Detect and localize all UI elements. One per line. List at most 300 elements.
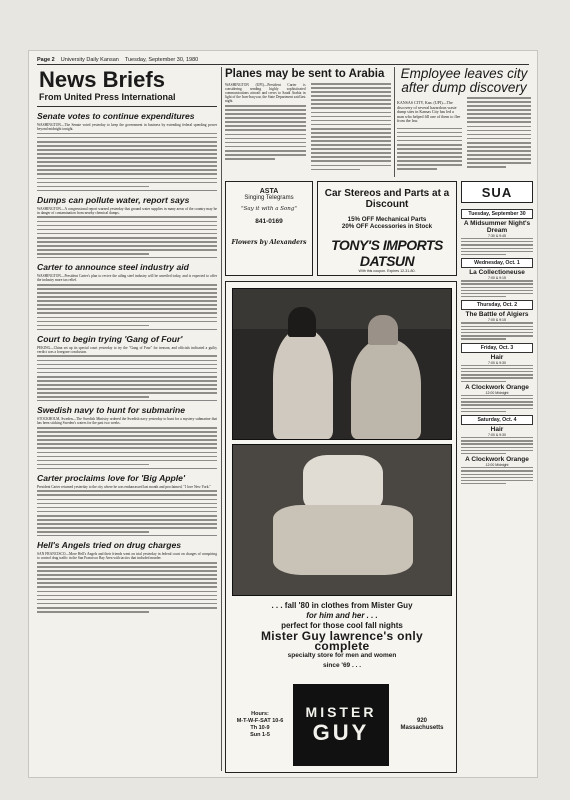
text-line (37, 599, 217, 601)
news-brief-headline: Carter to announce steel industry aid (37, 262, 189, 273)
text-line (37, 388, 217, 390)
text-line (37, 216, 217, 218)
film-title: A Midsummer Night's Dream (463, 220, 531, 234)
text-line (37, 360, 217, 362)
news-brief-lead: WASHINGTON—The Senate voted yesterday to keep the government in business by extending federal spending power beyond midnight tonight. (37, 123, 217, 132)
text-line (225, 134, 306, 136)
text-line (37, 562, 217, 564)
text-line (311, 136, 392, 138)
text-line (461, 241, 533, 242)
text-line (311, 165, 392, 167)
text-line (37, 325, 149, 327)
text-line (225, 121, 306, 123)
text-line (37, 460, 217, 462)
text-line (461, 322, 533, 323)
text-line (461, 251, 533, 252)
logo-bottom: GUY (312, 720, 370, 745)
store-hours (232, 711, 288, 739)
text-line (37, 225, 217, 227)
news-brief-text-lines (37, 427, 217, 465)
text-line (37, 384, 217, 386)
text-line (311, 120, 392, 122)
asta-service: Singing Telegrams (244, 195, 294, 201)
text-line (37, 308, 217, 310)
text-line (467, 154, 532, 156)
text-line (225, 146, 306, 148)
tonys-imports-ad (317, 181, 457, 276)
text-line (461, 447, 533, 448)
text-line (461, 398, 533, 399)
text-line (397, 160, 462, 162)
text-line (311, 169, 361, 171)
text-line (461, 296, 506, 297)
text-line (461, 332, 533, 333)
text-line (37, 157, 217, 159)
text-line (37, 499, 217, 501)
news-brief-headline: Swedish navy to hunt for submarine (37, 405, 186, 416)
text-line (37, 443, 217, 445)
arabia-headline: Planes may be sent to Arabia (225, 68, 385, 80)
text-line (461, 408, 533, 409)
text-line (37, 452, 217, 454)
text-line (225, 129, 306, 131)
text-line (37, 578, 217, 580)
film-title: La Collectioneuse (469, 269, 525, 277)
text-line (37, 519, 217, 521)
film-time: 7:00 & 9:15 (488, 318, 506, 323)
text-line (461, 377, 533, 378)
text-line (461, 477, 533, 478)
hours-sunday: Sun 1-5 (250, 732, 270, 738)
employee-headline: Employee leaves city after dump discovery (400, 67, 528, 95)
text-line (37, 503, 217, 505)
news-brief-story (37, 535, 217, 612)
text-line (461, 470, 533, 471)
text-line (225, 142, 306, 144)
photo-figure-woman (273, 329, 333, 439)
text-line (461, 371, 533, 372)
mister-guy-footer (232, 682, 450, 768)
text-line (37, 133, 217, 135)
text-line (311, 116, 392, 118)
mister-guy-line-4: Mister Guy lawrence's only complete (260, 629, 424, 653)
asta-telegram-ad (225, 181, 313, 276)
text-line (37, 229, 217, 231)
text-line (225, 105, 306, 107)
news-brief-lead: President Carter returned yesterday to the city where he was embarrassed last month and proclaimed, "I love New York." (37, 484, 211, 489)
address-street: Massachusetts (400, 725, 444, 731)
news-brief-headline: Carter proclaims love for 'Big Apple' (37, 472, 185, 483)
text-line (37, 241, 217, 243)
film-title: A Clockwork Orange (465, 456, 529, 464)
text-line (467, 105, 532, 107)
text-line (37, 368, 217, 370)
issue-date: Tuesday, September 30, 1980 (124, 56, 199, 63)
text-line (461, 401, 533, 402)
text-line (37, 611, 149, 613)
news-brief-story (37, 400, 217, 465)
text-line (311, 132, 392, 134)
text-line (37, 464, 149, 466)
text-line (397, 144, 462, 146)
text-line (461, 365, 533, 366)
news-brief-text-lines (37, 133, 217, 188)
employee-lead: KANSAS CITY, Kan. (UPI)—The discovery of several hazardous waste dump sites in Kansas City has led a man who helped fill one of them to flee from the law. (397, 100, 461, 123)
text-line (461, 335, 533, 336)
store-address (394, 718, 450, 732)
text-line (37, 531, 149, 533)
text-line (37, 161, 217, 163)
news-brief-headline: Hell's Angels tried on drug charges (37, 540, 182, 551)
news-brief-story (37, 257, 217, 326)
photo-figure-hair (288, 307, 316, 337)
text-line (461, 467, 533, 468)
text-line (37, 380, 217, 382)
text-line (467, 126, 532, 128)
hours-weekdays: M-T-W-F-SAT 10-6 (236, 718, 284, 724)
news-brief-lead: SAN FRANCISCO—More Hell's Angels and their friends went on trial yesterday in federal court on charges of conspiring to control drug traffic in the San Francisco Bay Area with tactics that included murder. (37, 552, 217, 561)
arabia-lead: WASHINGTON (UPI)—President Carter is considering sending highly sophisticated communications aircraft and crews to Saudi Arabia in light of the Iran-Iraq war, the State Department said last night. (225, 83, 306, 104)
text-line (225, 125, 306, 127)
text-line (467, 158, 532, 160)
column-rule (221, 67, 222, 771)
mister-guy-line-5: specialty store for men and women (287, 652, 397, 659)
text-line (37, 435, 217, 437)
text-line (461, 480, 533, 481)
text-line (311, 87, 392, 89)
text-line (37, 566, 217, 568)
text-line (311, 152, 392, 154)
paper-name: University Daily Kansan (60, 56, 119, 63)
text-line (311, 83, 392, 85)
text-line (461, 254, 506, 255)
news-brief-story (37, 329, 217, 398)
text-line (37, 292, 217, 294)
text-line (37, 574, 217, 576)
text-line (37, 165, 217, 167)
folio-line (37, 55, 529, 65)
text-line (37, 141, 217, 143)
text-line (311, 99, 392, 101)
film-title: Hair (490, 353, 504, 361)
news-brief-text-lines (37, 216, 217, 254)
film-time: 7:00 & 9:30 (488, 360, 506, 365)
text-line (311, 95, 392, 97)
news-brief-headline: Dumps can pollute water, report says (37, 194, 190, 205)
text-line (311, 156, 392, 158)
mister-guy-line-6: since '69 . . . (322, 662, 362, 669)
text-line (225, 150, 306, 152)
newspaper-page (28, 50, 538, 778)
text-line (37, 591, 217, 593)
text-line (467, 142, 532, 144)
text-line (37, 511, 217, 513)
photo-figure-person (273, 505, 413, 575)
text-line (37, 284, 217, 286)
film-time: 12:00 Midnight (485, 463, 509, 468)
text-line (397, 168, 437, 170)
text-line (37, 145, 217, 147)
text-line (467, 162, 532, 164)
text-line (467, 150, 532, 152)
tonys-offer-2: 20% OFF Accessories in Stock (341, 223, 433, 230)
asta-footer: Flowers by Alexanders (231, 239, 307, 246)
news-brief-lead: STOCKHOLM, Sweden—The Swedish Ministry ordered the Swedish navy yesterday to hunt for a mystery submarine that has been sticking Sweden's waters for the past two weeks. (37, 417, 217, 426)
text-line (311, 140, 392, 142)
text-line (467, 121, 532, 123)
arabia-text-lines (225, 105, 306, 160)
mister-guy-logo (293, 684, 389, 766)
text-line (461, 287, 533, 288)
text-line (37, 249, 217, 251)
film-description-lines (461, 238, 533, 255)
text-line (37, 376, 217, 378)
text-line (461, 374, 533, 375)
text-line (311, 148, 392, 150)
mister-guy-line-1: . . . fall '80 in clothes from Mister Guy (271, 601, 413, 610)
text-line (37, 607, 217, 609)
film-description-lines (461, 467, 533, 484)
employee-text-lines (467, 97, 532, 168)
text-line (37, 439, 217, 441)
text-line (37, 355, 217, 357)
text-line (37, 169, 217, 171)
text-line (467, 97, 532, 99)
text-line (461, 450, 533, 451)
photo-figure-head (368, 315, 398, 345)
photo-figure-man (351, 339, 421, 439)
text-line (37, 149, 217, 151)
film-title: The Battle of Algiers (465, 311, 529, 319)
text-line (37, 372, 217, 374)
news-brief-headline: Court to begin trying 'Gang of Four' (37, 333, 183, 344)
news-brief-headline: Senate votes to continue expenditures (37, 111, 195, 121)
text-line (37, 392, 217, 394)
text-line (397, 152, 462, 154)
news-brief-story (37, 468, 217, 533)
text-line (467, 101, 532, 103)
news-brief-text-lines (37, 284, 217, 326)
text-line (37, 321, 217, 323)
text-line (467, 138, 532, 140)
text-line (37, 312, 217, 314)
text-line (37, 296, 217, 298)
text-line (461, 443, 533, 444)
fashion-photo-couple (232, 288, 452, 440)
text-line (311, 124, 392, 126)
text-line (467, 117, 532, 119)
text-line (397, 136, 462, 138)
text-line (311, 91, 392, 93)
text-line (467, 134, 532, 136)
asta-slogan: "Say it with a Song" (241, 206, 297, 212)
text-line (37, 221, 217, 223)
text-line (37, 490, 217, 492)
text-line (37, 582, 217, 584)
text-line (461, 437, 533, 438)
news-brief-lead: PEKING—China set up its special court yesterday to try the "Gang of Four" for treason, and officials indicated a guilty verdict was a foregone conclusion. (37, 345, 217, 354)
text-line (37, 523, 217, 525)
text-line (225, 138, 306, 140)
text-line (461, 483, 506, 484)
text-line (461, 248, 533, 249)
news-briefs-stories (37, 106, 217, 613)
text-line (467, 130, 532, 132)
film-day: Tuesday, September 30 (461, 209, 533, 219)
text-line (37, 237, 217, 239)
text-line (461, 244, 533, 245)
text-line (461, 329, 533, 330)
text-line (225, 109, 306, 111)
text-line (461, 238, 533, 239)
text-line (225, 158, 275, 160)
text-line (37, 173, 217, 175)
text-line (37, 456, 217, 458)
text-line (225, 113, 306, 115)
arabia-story (225, 67, 391, 178)
text-line (467, 166, 507, 168)
tonys-headline: Car Stereos and Parts at a Discount (324, 188, 450, 210)
text-line (461, 474, 533, 475)
hours-label: Hours: (251, 711, 269, 717)
text-line (37, 233, 217, 235)
news-briefs-subtitle: From United Press International (39, 92, 176, 102)
film-description-lines (461, 322, 533, 339)
text-line (461, 368, 533, 369)
text-line (461, 326, 533, 327)
text-line (311, 128, 392, 130)
text-line (461, 293, 533, 294)
news-brief-text-lines (37, 355, 217, 397)
news-brief-story (37, 190, 217, 255)
text-line (461, 395, 533, 396)
text-line (467, 146, 532, 148)
film-time: 7:30 & 9:45 (488, 234, 506, 238)
film-day: Wednesday, Oct. 1 (461, 258, 533, 268)
news-briefs-title: News Briefs (39, 67, 165, 92)
text-line (37, 288, 217, 290)
asta-name: ASTA (259, 188, 279, 195)
text-line (37, 396, 149, 398)
arabia-text-lines (311, 83, 392, 170)
text-line (37, 137, 217, 139)
film-description-lines (461, 365, 533, 382)
mister-guy-line-2: for him and her . . . (306, 611, 378, 620)
news-brief-text-lines (37, 490, 217, 532)
employee-text-lines (397, 128, 462, 170)
photo-backdrop (233, 289, 451, 329)
text-line (37, 431, 217, 433)
film-title: A Clockwork Orange (465, 383, 529, 391)
text-line (461, 404, 533, 405)
text-line (397, 140, 462, 142)
text-line (37, 304, 217, 306)
text-line (461, 440, 533, 441)
text-line (461, 290, 533, 291)
text-line (37, 182, 217, 184)
film-day: Saturday, Oct. 4 (461, 415, 533, 425)
text-line (461, 453, 506, 454)
sua-film-schedule (461, 206, 533, 771)
mister-guy-copy (236, 601, 448, 671)
page-number: Page 2 (37, 56, 55, 63)
text-line (397, 148, 462, 150)
text-line (37, 507, 217, 509)
text-line (37, 245, 217, 247)
film-title: Hair (490, 426, 504, 434)
text-line (397, 156, 462, 158)
mister-guy-line-3: perfect for those cool fall nights (281, 621, 403, 630)
text-line (311, 107, 392, 109)
text-line (37, 427, 217, 429)
film-day: Thursday, Oct. 2 (461, 300, 533, 310)
text-line (467, 109, 532, 111)
sua-films-logo: SUA (481, 185, 513, 200)
text-line (461, 280, 533, 281)
text-line (37, 595, 217, 597)
text-line (311, 103, 392, 105)
fashion-photo-dog (232, 444, 452, 596)
film-day: Friday, Oct. 3 (461, 343, 533, 353)
text-line (37, 603, 217, 605)
text-line (311, 160, 392, 162)
text-line (37, 570, 217, 572)
tonys-brand: TONY'S IMPORTS DATSUN (331, 237, 443, 269)
text-line (37, 186, 149, 188)
tonys-offer-1: 15% OFF Mechanical Parts (347, 216, 427, 223)
text-line (397, 128, 462, 130)
text-line (461, 381, 506, 382)
logo-top: MISTER (305, 704, 377, 720)
news-briefs-column (37, 67, 217, 771)
text-line (37, 300, 217, 302)
text-line (37, 515, 217, 517)
news-brief-text-lines (37, 562, 217, 613)
sua-films-logo-box (461, 181, 533, 203)
hours-thursday: Th 10-9 (250, 725, 270, 731)
text-line (467, 113, 532, 115)
text-line (37, 586, 217, 588)
text-line (225, 117, 306, 119)
text-line (37, 153, 217, 155)
text-line (37, 317, 217, 319)
film-description-lines (461, 395, 533, 412)
text-line (311, 112, 392, 114)
text-line (397, 164, 462, 166)
film-description-lines (461, 437, 533, 454)
text-line (461, 338, 506, 339)
column-rule (394, 67, 395, 177)
employee-story (397, 67, 531, 177)
text-line (37, 364, 217, 366)
film-time: 7:00 & 9:30 (488, 433, 506, 438)
tonys-fine-print: With this coupon. Expires 12-31-80. (358, 269, 416, 273)
film-description-lines (461, 280, 533, 297)
text-line (461, 283, 533, 284)
address-number: 920 (416, 718, 427, 724)
text-line (461, 411, 506, 412)
film-time: 12:00 Midnight (485, 390, 509, 395)
text-line (37, 253, 149, 255)
text-line (311, 144, 392, 146)
text-line (397, 132, 462, 134)
news-brief-lead: WASHINGTON—President Carter's plan to revive the ailing steel industry will be unveiled today, and is expected to offer the industry more tax relief. (37, 274, 217, 283)
text-line (37, 178, 217, 180)
mister-guy-ad (225, 281, 457, 773)
asta-phone: 841-0169 (255, 218, 283, 225)
text-line (37, 447, 217, 449)
film-time: 7:00 & 9:15 (488, 276, 506, 281)
